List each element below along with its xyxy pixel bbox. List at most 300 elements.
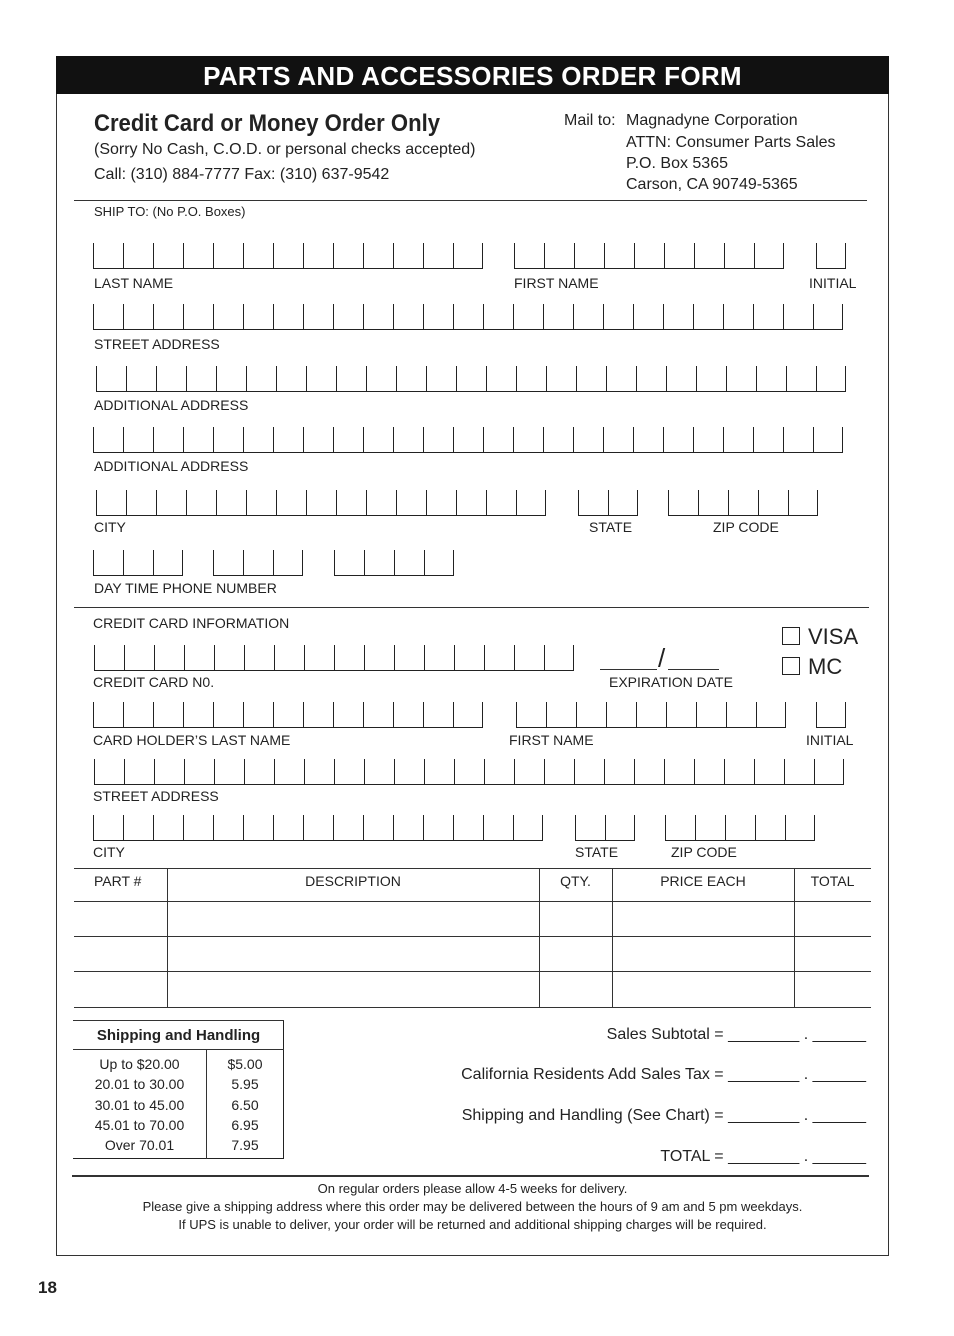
character-box[interactable]	[453, 702, 483, 727]
ship-additional1-label: ADDITIONAL ADDRESS	[94, 397, 249, 413]
character-box[interactable]	[726, 366, 756, 391]
character-box[interactable]	[336, 366, 366, 391]
ship-street-boxes[interactable]	[93, 304, 843, 330]
character-box[interactable]	[423, 243, 453, 268]
character-box[interactable]	[423, 815, 453, 840]
character-box[interactable]	[186, 490, 216, 515]
character-box[interactable]	[213, 702, 243, 727]
character-box[interactable]	[664, 759, 694, 784]
character-box[interactable]	[543, 304, 573, 329]
character-box[interactable]	[246, 366, 276, 391]
character-box[interactable]	[754, 243, 784, 268]
character-box[interactable]	[814, 759, 844, 784]
divider	[74, 200, 867, 201]
character-box[interactable]	[273, 550, 303, 575]
character-box[interactable]	[393, 815, 423, 840]
character-box[interactable]	[754, 759, 784, 784]
character-box[interactable]	[304, 645, 334, 670]
character-box[interactable]	[786, 366, 816, 391]
character-box[interactable]	[303, 815, 333, 840]
character-box[interactable]	[453, 304, 483, 329]
contact-info: Call: (310) 884-7777 Fax: (310) 637-9542	[94, 166, 390, 183]
character-box[interactable]	[484, 645, 514, 670]
character-box[interactable]	[813, 427, 843, 452]
card-number-boxes[interactable]	[94, 645, 574, 671]
character-box[interactable]	[785, 815, 815, 840]
holder-street-boxes[interactable]	[94, 759, 844, 785]
shipping-range: Up to $20.00	[99, 1056, 180, 1072]
ship-zip-boxes[interactable]	[668, 490, 818, 516]
character-box[interactable]	[424, 550, 454, 575]
character-box[interactable]	[303, 304, 333, 329]
character-box[interactable]	[243, 815, 273, 840]
character-box[interactable]	[695, 815, 725, 840]
character-box[interactable]	[606, 366, 636, 391]
character-box[interactable]	[186, 366, 216, 391]
exp-year-line[interactable]	[668, 669, 719, 670]
character-box[interactable]	[816, 243, 846, 268]
character-box[interactable]	[574, 759, 604, 784]
character-box[interactable]	[154, 759, 184, 784]
character-box[interactable]	[756, 366, 786, 391]
character-box[interactable]	[93, 304, 123, 329]
character-box[interactable]	[514, 645, 544, 670]
character-box[interactable]	[93, 550, 123, 575]
sales-subtotal[interactable]: Sales Subtotal = ________ . ______	[606, 1026, 866, 1043]
holder-first-name-label: FIRST NAME	[509, 732, 594, 748]
character-box[interactable]	[693, 427, 723, 452]
character-box[interactable]	[93, 815, 123, 840]
character-box[interactable]	[243, 427, 273, 452]
holder-first-name-boxes[interactable]	[516, 702, 786, 728]
character-box[interactable]	[578, 490, 608, 515]
ship-city-label: CITY	[94, 519, 126, 535]
character-box[interactable]	[576, 366, 606, 391]
character-box[interactable]	[813, 304, 843, 329]
character-box[interactable]	[753, 304, 783, 329]
character-box[interactable]	[123, 427, 153, 452]
character-box[interactable]	[363, 427, 393, 452]
character-box[interactable]	[366, 490, 396, 515]
character-box[interactable]	[453, 427, 483, 452]
card-number-label: CREDIT CARD N0.	[93, 674, 215, 690]
character-box[interactable]	[213, 550, 243, 575]
character-box[interactable]	[336, 490, 366, 515]
mail-to-label: Mail to:	[564, 112, 616, 129]
character-box[interactable]	[93, 702, 123, 727]
credit-card-heading: CREDIT CARD INFORMATION	[93, 615, 290, 631]
divider	[74, 607, 869, 608]
ship-state-boxes[interactable]	[578, 490, 638, 516]
character-box[interactable]	[783, 427, 813, 452]
character-box[interactable]	[303, 702, 333, 727]
character-box[interactable]	[94, 645, 124, 670]
holder-last-name-boxes[interactable]	[93, 702, 483, 728]
character-box[interactable]	[606, 702, 636, 727]
character-box[interactable]	[393, 243, 423, 268]
character-box[interactable]	[393, 304, 423, 329]
ship-last-name-boxes[interactable]	[93, 243, 483, 269]
character-box[interactable]	[153, 243, 183, 268]
mc-checkbox[interactable]	[782, 657, 800, 675]
character-box[interactable]	[273, 243, 303, 268]
footer-note: Please give a shipping address where this order may be delivered between the hours of 9 am and 5 pm weekdays.	[142, 1199, 803, 1214]
character-box[interactable]	[246, 490, 276, 515]
expiration-label: EXPIRATION DATE	[609, 674, 733, 690]
character-box[interactable]	[244, 645, 274, 670]
character-box[interactable]	[633, 304, 663, 329]
holder-last-name-label: CARD HOLDER’S LAST NAME	[93, 732, 291, 748]
character-box[interactable]	[334, 550, 364, 575]
character-box[interactable]	[276, 490, 306, 515]
character-box[interactable]	[334, 645, 364, 670]
character-box[interactable]	[605, 815, 635, 840]
character-box[interactable]	[243, 550, 273, 575]
ship-first-name-label: FIRST NAME	[514, 275, 599, 291]
character-box[interactable]	[243, 243, 273, 268]
character-box[interactable]	[423, 304, 453, 329]
holder-zip-boxes[interactable]	[665, 815, 815, 841]
character-box[interactable]	[454, 645, 484, 670]
ship-last-name-label: LAST NAME	[94, 275, 174, 291]
character-box[interactable]	[184, 645, 214, 670]
character-box[interactable]	[303, 243, 333, 268]
character-box[interactable]	[724, 243, 754, 268]
character-box[interactable]	[516, 702, 546, 727]
character-box[interactable]	[423, 702, 453, 727]
character-box[interactable]	[216, 490, 246, 515]
character-box[interactable]	[363, 815, 393, 840]
character-box[interactable]	[604, 243, 634, 268]
character-box[interactable]	[694, 243, 724, 268]
character-box[interactable]	[725, 815, 755, 840]
character-box[interactable]	[213, 815, 243, 840]
character-box[interactable]	[306, 490, 336, 515]
phone-line-boxes[interactable]	[334, 550, 454, 576]
character-box[interactable]	[424, 645, 454, 670]
character-box[interactable]	[636, 366, 666, 391]
character-box[interactable]	[483, 304, 513, 329]
character-box[interactable]	[546, 702, 576, 727]
character-box[interactable]	[333, 427, 363, 452]
col-part-number: PART #	[94, 873, 142, 889]
character-box[interactable]	[486, 490, 516, 515]
phone-area-boxes[interactable]	[93, 550, 183, 576]
character-box[interactable]	[214, 645, 244, 670]
shipping-range: 20.01 to 30.00	[94, 1076, 185, 1092]
character-box[interactable]	[153, 702, 183, 727]
character-box[interactable]	[603, 427, 633, 452]
holder-initial-boxes[interactable]	[816, 702, 846, 728]
character-box[interactable]	[153, 304, 183, 329]
character-box[interactable]	[216, 366, 246, 391]
character-box[interactable]	[364, 550, 394, 575]
character-box[interactable]	[303, 427, 333, 452]
character-box[interactable]	[126, 366, 156, 391]
character-box[interactable]	[668, 490, 698, 515]
holder-zip-label: ZIP CODE	[671, 844, 737, 860]
ship-additional2-label: ADDITIONAL ADDRESS	[94, 458, 249, 474]
character-box[interactable]	[543, 427, 573, 452]
character-box[interactable]	[513, 427, 543, 452]
character-box[interactable]	[663, 304, 693, 329]
character-box[interactable]	[213, 304, 243, 329]
character-box[interactable]	[573, 304, 603, 329]
exp-slash: /	[658, 643, 666, 673]
character-box[interactable]	[696, 702, 726, 727]
character-box[interactable]	[273, 304, 303, 329]
holder-city-boxes[interactable]	[93, 815, 543, 841]
shipping-chart-head-line	[73, 1049, 284, 1050]
character-box[interactable]	[726, 702, 756, 727]
character-box[interactable]	[183, 427, 213, 452]
character-box[interactable]	[123, 702, 153, 727]
character-box[interactable]	[396, 366, 426, 391]
character-box[interactable]	[816, 702, 846, 727]
character-box[interactable]	[634, 759, 664, 784]
ship-state-label: STATE	[589, 519, 633, 535]
character-box[interactable]	[306, 366, 336, 391]
character-box[interactable]	[123, 550, 153, 575]
character-box[interactable]	[756, 702, 786, 727]
character-box[interactable]	[93, 427, 123, 452]
mail-address-2: ATTN: Consumer Parts Sales	[626, 134, 836, 151]
character-box[interactable]	[696, 366, 726, 391]
character-box[interactable]	[333, 815, 363, 840]
shipping-handling[interactable]: Shipping and Handling (See Chart) = ________ . ______	[461, 1107, 866, 1124]
footer-note: On regular orders please allow 4-5 weeks for delivery.	[317, 1181, 628, 1196]
character-box[interactable]	[244, 759, 274, 784]
character-box[interactable]	[636, 702, 666, 727]
holder-initial-label: INITIAL	[806, 732, 854, 748]
ship-additional1-boxes[interactable]	[96, 366, 846, 392]
page-number: 18	[38, 1278, 57, 1297]
character-box[interactable]	[753, 427, 783, 452]
character-box[interactable]	[633, 427, 663, 452]
character-box[interactable]	[544, 759, 574, 784]
character-box[interactable]	[516, 366, 546, 391]
character-box[interactable]	[183, 304, 213, 329]
character-box[interactable]	[124, 645, 154, 670]
character-box[interactable]	[788, 490, 818, 515]
character-box[interactable]	[364, 645, 394, 670]
visa-checkbox[interactable]	[782, 627, 800, 645]
table-row[interactable]	[74, 972, 871, 1007]
character-box[interactable]	[665, 815, 695, 840]
shipping-range: 45.01 to 70.00	[94, 1117, 185, 1133]
character-box[interactable]	[394, 759, 424, 784]
character-box[interactable]	[423, 427, 453, 452]
footer-divider	[72, 1175, 869, 1177]
character-box[interactable]	[513, 815, 543, 840]
footer-note: If UPS is unable to deliver, your order will be returned and additional shipping charges will be required.	[178, 1217, 767, 1232]
character-box[interactable]	[513, 304, 543, 329]
mail-address-3: P.O. Box 5365	[626, 155, 728, 172]
character-box[interactable]	[126, 490, 156, 515]
character-box[interactable]	[333, 243, 363, 268]
character-box[interactable]	[276, 366, 306, 391]
character-box[interactable]	[363, 304, 393, 329]
visa-label: VISA	[808, 624, 859, 649]
character-box[interactable]	[154, 645, 184, 670]
character-box[interactable]	[816, 366, 846, 391]
character-box[interactable]	[96, 366, 126, 391]
character-box[interactable]	[573, 427, 603, 452]
table-top-line	[74, 868, 871, 869]
character-box[interactable]	[183, 243, 213, 268]
character-box[interactable]	[484, 759, 514, 784]
character-box[interactable]	[483, 427, 513, 452]
character-box[interactable]	[394, 645, 424, 670]
character-box[interactable]	[93, 243, 123, 268]
character-box[interactable]	[153, 550, 183, 575]
payment-heading: Credit Card or Money Order Only	[94, 110, 440, 137]
character-box[interactable]	[243, 304, 273, 329]
ship-additional2-boxes[interactable]	[93, 427, 843, 453]
character-box[interactable]	[393, 427, 423, 452]
character-box[interactable]	[666, 702, 696, 727]
character-box[interactable]	[304, 759, 334, 784]
character-box[interactable]	[663, 427, 693, 452]
character-box[interactable]	[604, 759, 634, 784]
character-box[interactable]	[486, 366, 516, 391]
shipping-chart-heading: Shipping and Handling	[96, 1027, 261, 1044]
character-box[interactable]	[123, 815, 153, 840]
character-box[interactable]	[213, 427, 243, 452]
character-box[interactable]	[698, 490, 728, 515]
character-box[interactable]	[456, 366, 486, 391]
ship-initial-label: INITIAL	[809, 275, 857, 291]
character-box[interactable]	[183, 702, 213, 727]
character-box[interactable]	[608, 490, 638, 515]
shipping-range: 30.01 to 45.00	[94, 1097, 185, 1113]
character-box[interactable]	[396, 490, 426, 515]
character-box[interactable]	[273, 427, 303, 452]
shipping-cost: $5.00	[227, 1056, 263, 1072]
character-box[interactable]	[758, 490, 788, 515]
character-box[interactable]	[364, 759, 394, 784]
character-box[interactable]	[426, 366, 456, 391]
col-total: TOTAL	[810, 873, 855, 889]
mc-label: MC	[808, 654, 843, 679]
phone-label: DAY TIME PHONE NUMBER	[94, 580, 277, 596]
character-box[interactable]	[514, 243, 544, 268]
order-total[interactable]: TOTAL = ________ . ______	[660, 1148, 866, 1165]
table-bottom-line	[74, 1007, 871, 1008]
character-box[interactable]	[426, 490, 456, 515]
character-box[interactable]	[274, 645, 304, 670]
character-box[interactable]	[723, 304, 753, 329]
character-box[interactable]	[728, 490, 758, 515]
mail-address-1: Magnadyne Corporation	[626, 112, 798, 129]
ship-initial-boxes[interactable]	[816, 243, 846, 269]
character-box[interactable]	[123, 304, 153, 329]
character-box[interactable]	[544, 243, 574, 268]
holder-state-boxes[interactable]	[575, 815, 635, 841]
character-box[interactable]	[546, 366, 576, 391]
character-box[interactable]	[574, 243, 604, 268]
character-box[interactable]	[394, 550, 424, 575]
character-box[interactable]	[334, 759, 364, 784]
character-box[interactable]	[456, 490, 486, 515]
character-box[interactable]	[723, 427, 753, 452]
character-box[interactable]	[274, 759, 304, 784]
character-box[interactable]	[516, 490, 546, 515]
ship-city-boxes[interactable]	[96, 490, 546, 516]
character-box[interactable]	[243, 702, 273, 727]
exp-month-line[interactable]	[600, 669, 657, 670]
shipping-cost: 5.95	[231, 1076, 259, 1092]
character-box[interactable]	[123, 243, 153, 268]
col-price-each: PRICE EACH	[660, 873, 746, 889]
sales-tax[interactable]: California Residents Add Sales Tax = ________ . ______	[461, 1066, 866, 1083]
character-box[interactable]	[153, 427, 183, 452]
character-box[interactable]	[424, 759, 454, 784]
character-box[interactable]	[273, 702, 303, 727]
character-box[interactable]	[333, 304, 363, 329]
character-box[interactable]	[784, 759, 814, 784]
character-box[interactable]	[664, 243, 694, 268]
holder-street-label: STREET ADDRESS	[93, 788, 219, 804]
character-box[interactable]	[183, 815, 213, 840]
character-box[interactable]	[214, 759, 244, 784]
character-box[interactable]	[333, 702, 363, 727]
table-row[interactable]	[74, 902, 871, 936]
character-box[interactable]	[666, 366, 696, 391]
holder-city-label: CITY	[93, 844, 125, 860]
ship-zip-label: ZIP CODE	[713, 519, 779, 535]
ship-first-name-boxes[interactable]	[514, 243, 784, 269]
character-box[interactable]	[783, 304, 813, 329]
mail-address-4: Carson, CA 90749-5365	[626, 176, 798, 193]
character-box[interactable]	[213, 243, 243, 268]
character-box[interactable]	[453, 243, 483, 268]
character-box[interactable]	[576, 702, 606, 727]
character-box[interactable]	[483, 815, 513, 840]
character-box[interactable]	[693, 304, 723, 329]
character-box[interactable]	[603, 304, 633, 329]
character-box[interactable]	[393, 702, 423, 727]
shipping-range: Over 70.01	[104, 1137, 175, 1153]
character-box[interactable]	[273, 815, 303, 840]
character-box[interactable]	[634, 243, 664, 268]
character-box[interactable]	[514, 759, 544, 784]
character-box[interactable]	[544, 645, 574, 670]
table-row[interactable]	[74, 937, 871, 971]
character-box[interactable]	[156, 490, 186, 515]
shipping-chart-top	[73, 1020, 284, 1021]
character-box[interactable]	[724, 759, 754, 784]
phone-prefix-boxes[interactable]	[213, 550, 303, 576]
character-box[interactable]	[454, 759, 484, 784]
character-box[interactable]	[575, 815, 605, 840]
ship-to-heading: SHIP TO: (No P.O. Boxes)	[94, 204, 246, 219]
character-box[interactable]	[363, 243, 393, 268]
character-box[interactable]	[184, 759, 214, 784]
character-box[interactable]	[366, 366, 396, 391]
character-box[interactable]	[363, 702, 393, 727]
character-box[interactable]	[755, 815, 785, 840]
payment-note: (Sorry No Cash, C.O.D. or personal checks accepted)	[94, 141, 476, 158]
character-box[interactable]	[156, 366, 186, 391]
character-box[interactable]	[124, 759, 154, 784]
character-box[interactable]	[96, 490, 126, 515]
shipping-cost: 6.50	[231, 1097, 259, 1113]
character-box[interactable]	[453, 815, 483, 840]
character-box[interactable]	[153, 815, 183, 840]
character-box[interactable]	[694, 759, 724, 784]
character-box[interactable]	[94, 759, 124, 784]
